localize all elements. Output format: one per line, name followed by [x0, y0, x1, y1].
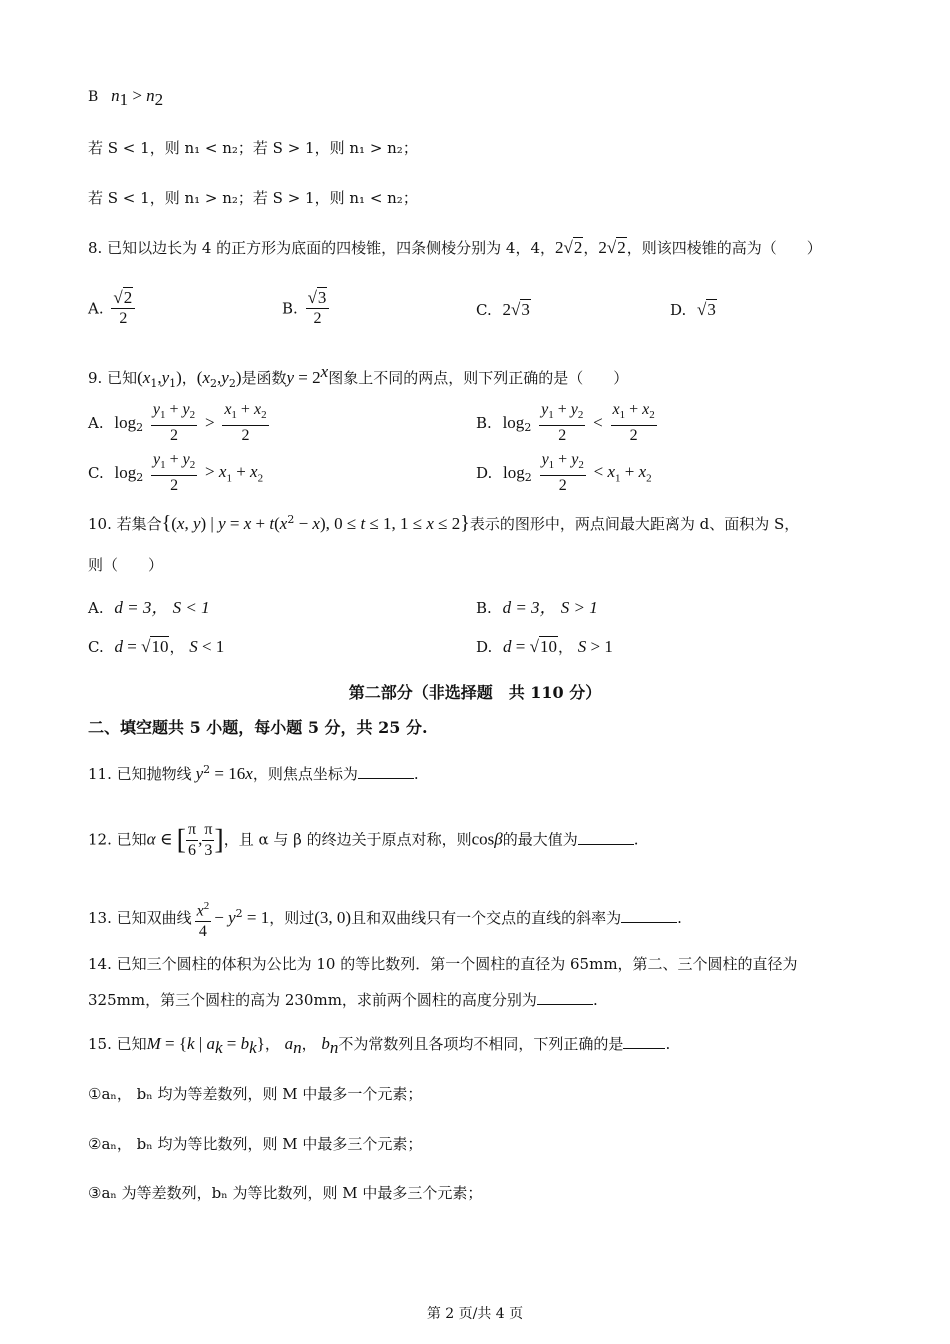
q7-option-b: B $n_1 > n_2$ [88, 86, 164, 109]
q12-answer-blank[interactable] [578, 830, 634, 845]
q14-answer-blank[interactable] [537, 990, 593, 1005]
q8-option-d: D. √3 [670, 300, 716, 319]
q7-option-d-text: 若 S < 1，则 n₁ > n₂；若 S > 1，则 n₁ < n₂； [88, 189, 418, 207]
q14-line1: 14. 已知三个圆柱的体积为公比为 10 的等比数列．第一个圆柱的直径为 65mm，第二、三个圆柱的直径为 [88, 955, 798, 973]
q10-option-c: C. d = √10， S < 1 [88, 637, 225, 656]
q7-option-c [88, 138, 418, 158]
q15-answer-blank[interactable] [623, 1034, 665, 1049]
q15-item-2: ②aₙ， bₙ 均为等比数列，则 M 中最多三个元素； [88, 1135, 423, 1153]
q8-option-a: A. $\frac{√2}{2}$ [88, 288, 138, 329]
q10-stem: 10. 若集合{(x, y) | $y = x + t(x^2 - x)$, 0 ≤ t ≤ 1, 1 ≤ x ≤ 2}表示的图形中，两点间最大距离为 d、面积为 S， [88, 512, 800, 534]
q11-answer-blank[interactable] [358, 764, 414, 779]
q13-answer-blank[interactable] [621, 908, 677, 923]
q10-option-b: B. d = 3， S > 1 [476, 598, 598, 617]
section2-title: 二、填空题共 5 小题，每小题 5 分，共 25 分. [88, 718, 428, 737]
q9-option-b: B. $\log_2$ $\frac{y_1 + y_2}{2}$ < $\frac{x_1 + x_2}{2}$ [476, 401, 655, 445]
q14-line2: 325mm，第三个圆柱的高为 230mm，求前两个圆柱的高度分别为 . [88, 991, 598, 1009]
page-footer: 第 2 页/共 4 页 [426, 1306, 524, 1322]
q9-option-d: D. $\log_2$ $\frac{y_1 + y_2}{2}$ < $x_1 + x_2$ [476, 451, 652, 495]
q11: 11. 已知抛物线 $y^2 = 16x$，则焦点坐标为 . [88, 763, 419, 783]
q8-stem: 8. 已知以边长为 4 的正方形为底面的四棱锥，四条侧棱分别为 4，4，2√2，2√2，则该四棱锥的高为（ ） [88, 238, 822, 257]
q10-stem-cont: 则（ ） [88, 556, 164, 574]
q8-option-c: C. 2√3 [476, 300, 530, 319]
q7-option-c-text: 若 S < 1，则 n₁ < n₂；若 S > 1，则 n₁ > n₂； [88, 139, 418, 157]
q8-option-b: B. $\frac{√3}{2}$ [282, 288, 332, 329]
part2-title: 第二部分（非选择题 共 110 分） [348, 683, 602, 702]
q13: 13. 已知双曲线 $\frac{x^2}{4}$ − $y^2 = 1$，则过(3, 0)且和双曲线只有一个交点的直线的斜率为 . [88, 896, 682, 942]
q15-stem: 15. 已知M = {k | $a_k = b_k$}， $a_n$， $b_n$不为常数列且各项均不相同，下列正确的是 . [88, 1034, 671, 1057]
q15-item-1: ①aₙ， bₙ 均为等差数列，则 M 中最多一个元素； [88, 1085, 423, 1103]
q15-item-3: ③aₙ 为等差数列，bₙ 为等比数列，则 M 中最多三个元素； [88, 1184, 483, 1202]
q7-option-d [88, 188, 418, 208]
q9-option-c: C. $\log_2$ $\frac{y_1 + y_2}{2}$ > $x_1 + x_2$ [88, 451, 264, 495]
q9-option-a: A. $\log_2$ $\frac{y_1 + y_2}{2}$ > $\frac{x_1 + x_2}{2}$ [88, 401, 267, 445]
q12: 12. 已知α ∈ [ $\frac{\pi}{6}$ , $\frac{\pi}{3}$ ]，且 α 与 β 的终边关于原点对称，则cosβ的最大值为 . [88, 821, 639, 859]
q9-stem: 9. 已知$(x_1,y_1)$，$(x_2,y_2)$是函数$y = 2^x$图象上不同的两点，则下列正确的是（ ） [88, 362, 629, 390]
q10-option-a: A. d = 3， S < 1 [88, 598, 210, 617]
q10-option-d: D. d = √10， S > 1 [476, 637, 613, 656]
